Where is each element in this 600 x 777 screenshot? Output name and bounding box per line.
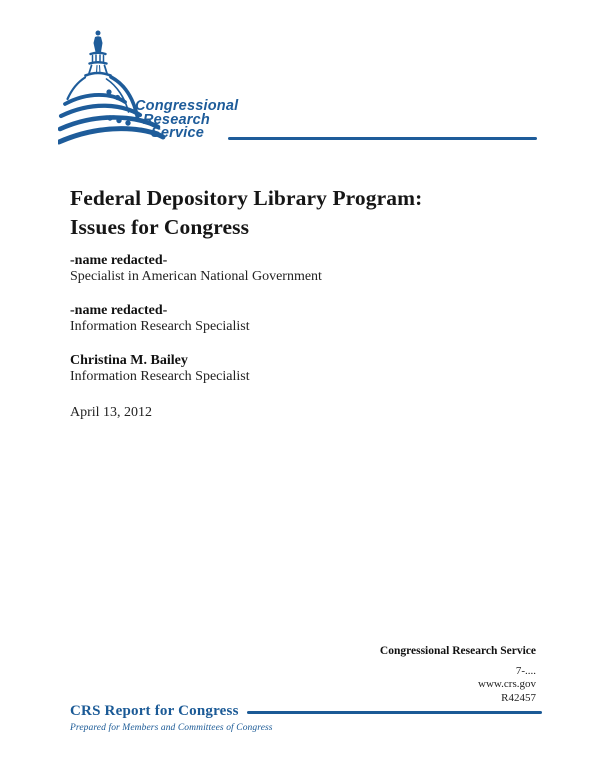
wordmark-line-2: Research bbox=[143, 111, 210, 128]
author-role: Information Research Specialist bbox=[70, 319, 250, 334]
footer-tagline: Prepared for Members and Committees of Congress bbox=[70, 723, 273, 733]
header-rule bbox=[228, 137, 537, 140]
crs-logo bbox=[58, 28, 540, 148]
report-title-line-2: Issues for Congress bbox=[70, 215, 250, 240]
author-entry bbox=[70, 353, 322, 385]
footer bbox=[70, 703, 542, 733]
author-name: -name redacted- bbox=[70, 303, 168, 318]
footer-banner-row bbox=[70, 703, 542, 720]
author-list bbox=[70, 253, 322, 421]
publisher-info bbox=[380, 645, 536, 705]
author-entry bbox=[70, 253, 322, 285]
publisher-phone-redacted: 7-.... bbox=[515, 664, 536, 677]
wordmark-line-3: Service bbox=[151, 125, 204, 141]
footer-rule bbox=[247, 711, 542, 714]
author-name: -name redacted- bbox=[70, 253, 168, 268]
author-role: Information Research Specialist bbox=[70, 369, 250, 384]
publisher-name: Congressional Research Service bbox=[379, 645, 536, 657]
crs-wordmark bbox=[135, 100, 238, 141]
author-role: Specialist in American National Government bbox=[70, 269, 322, 284]
author-entry bbox=[70, 303, 322, 335]
report-title-line-1: Federal Depository Library Program: bbox=[70, 186, 423, 211]
report-number: R42457 bbox=[501, 691, 536, 704]
publisher-website: www.crs.gov bbox=[478, 678, 536, 690]
wordmark-line-1: Congressional bbox=[135, 98, 239, 114]
author-name: Christina M. Bailey bbox=[70, 353, 188, 368]
report-title bbox=[70, 184, 422, 242]
report-date: April 13, 2012 bbox=[70, 405, 153, 420]
footer-banner: CRS Report for Congress bbox=[70, 703, 239, 719]
